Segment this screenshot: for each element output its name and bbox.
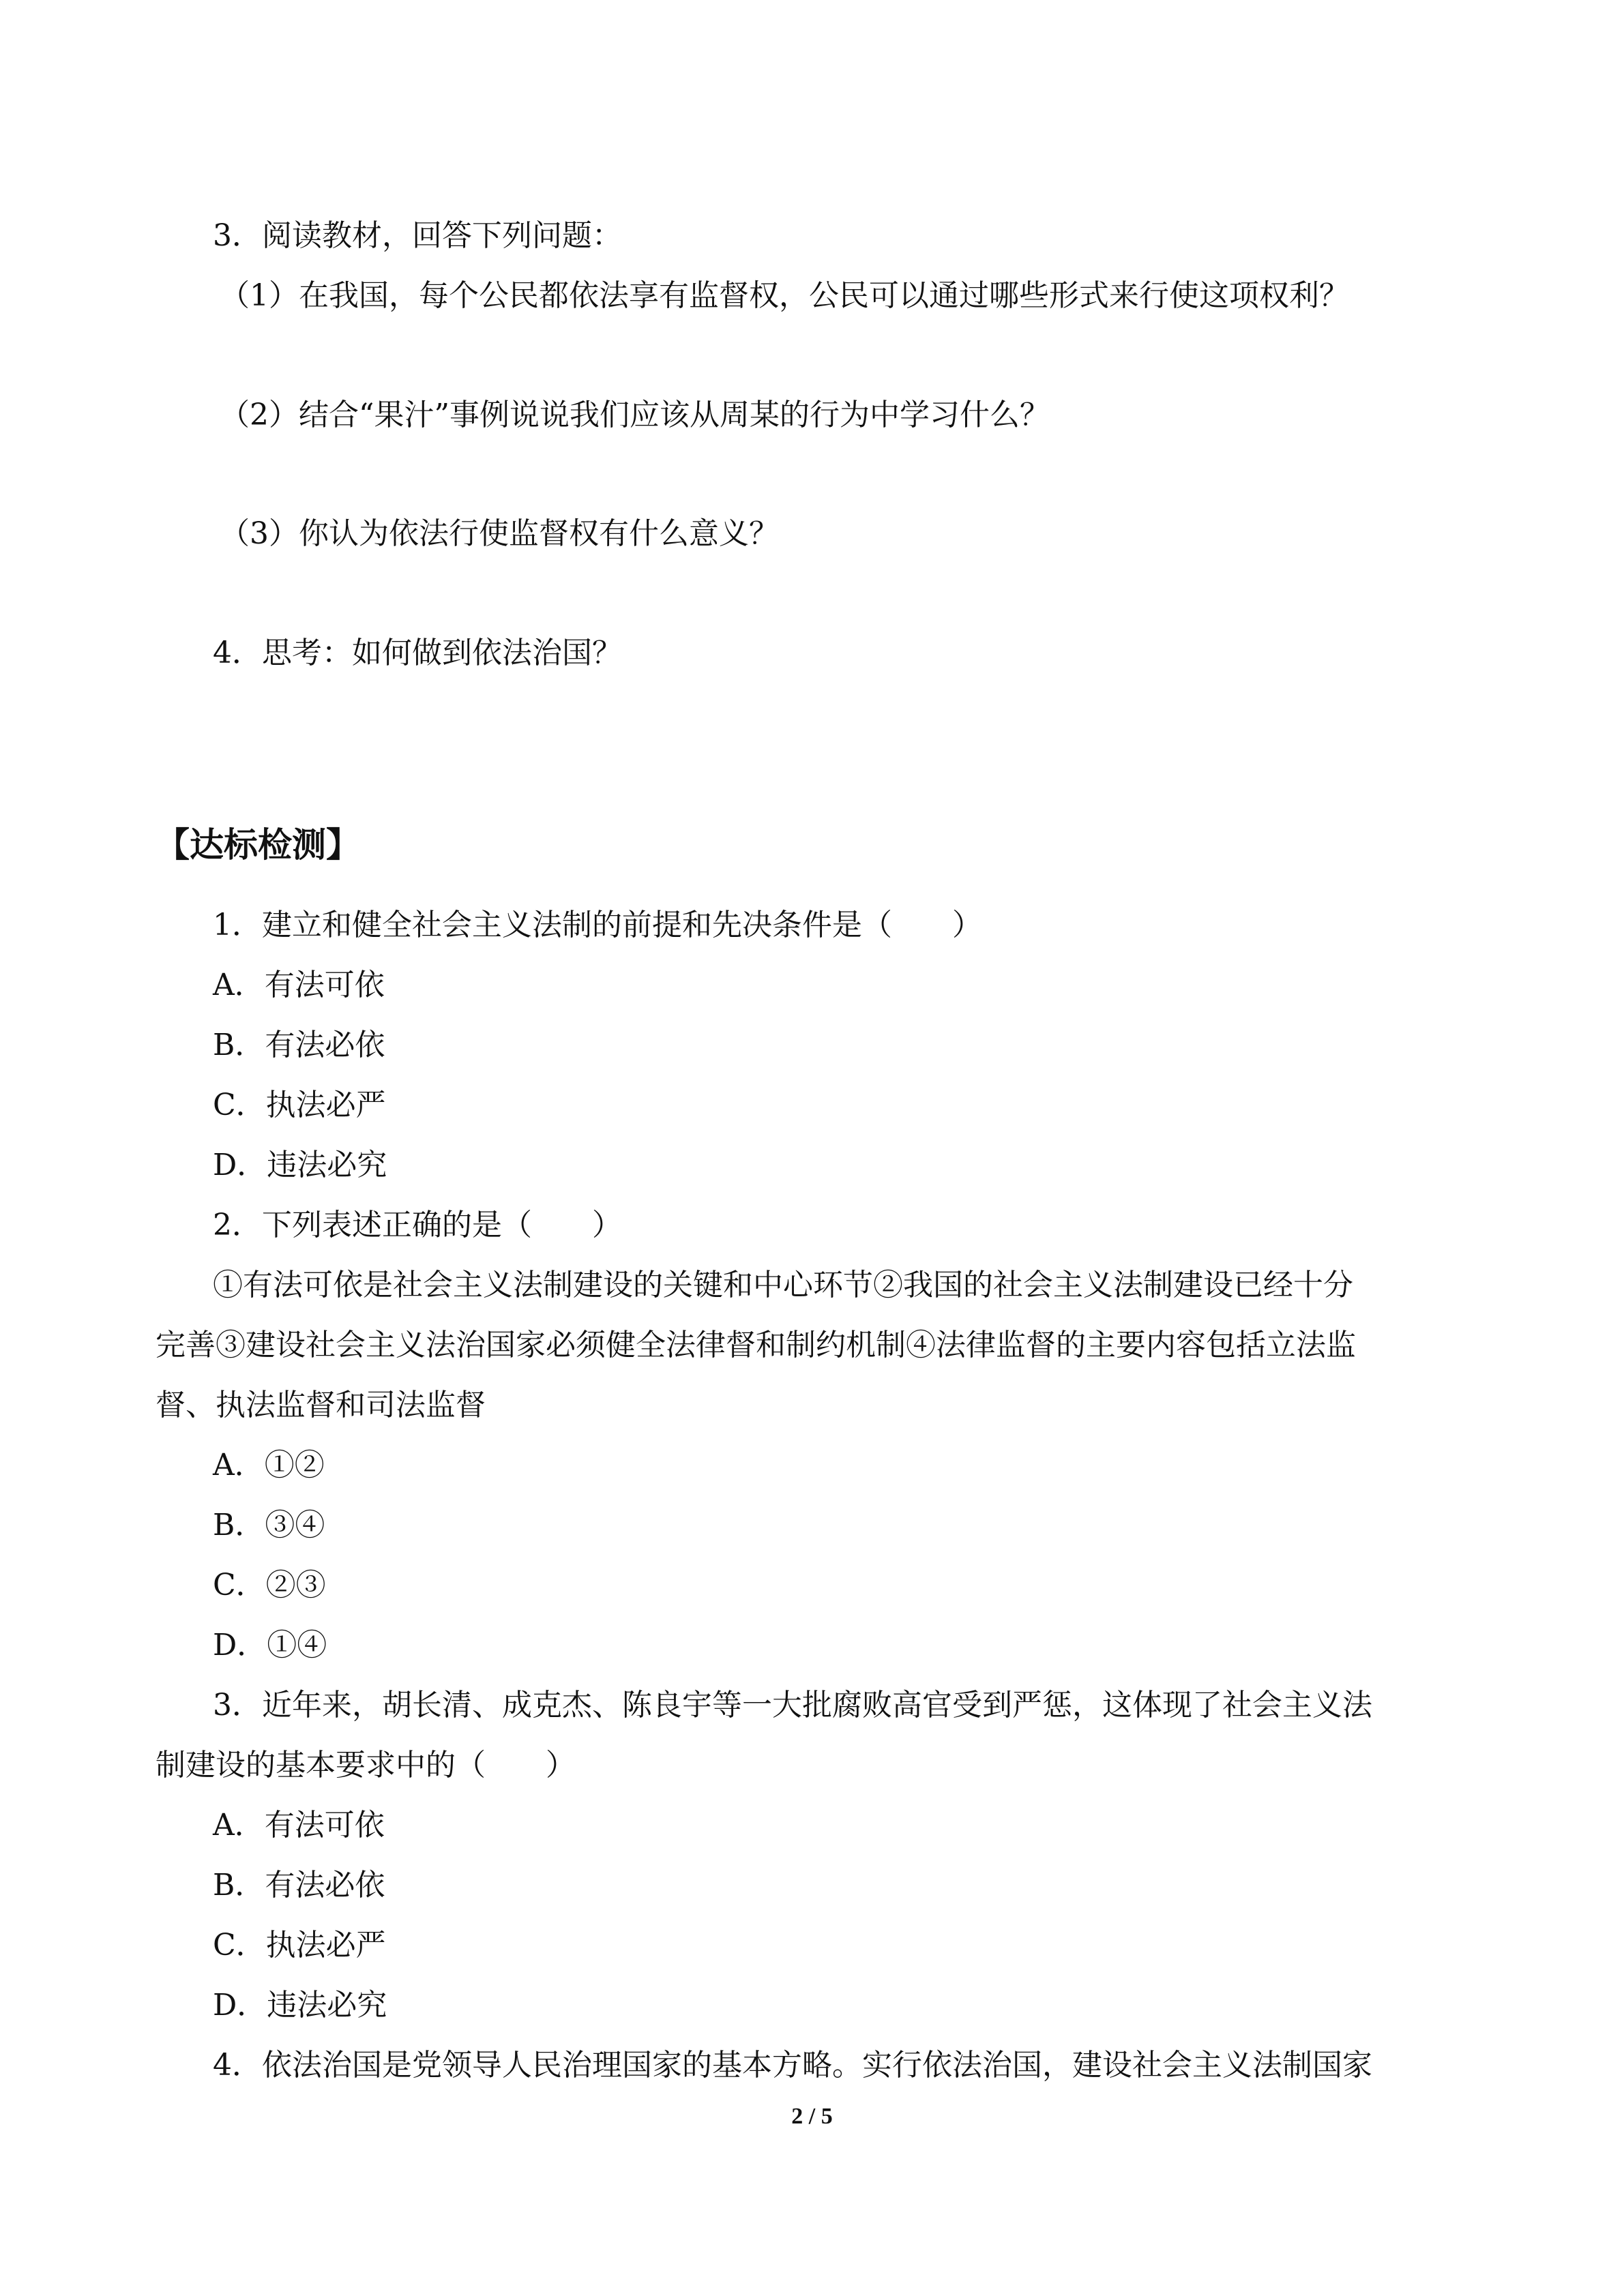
- test-question-2-stem: 2．下列表述正确的是（ ）: [213, 1208, 622, 1242]
- question-3-sub-1: （1）在我国，每个公民都依法享有监督权，公民可以通过哪些形式来行使这项权利？: [220, 278, 1349, 313]
- section-heading: 【达标检测】: [156, 825, 360, 865]
- test-question-2-option-d: D．①④: [213, 1628, 327, 1663]
- test-question-3-option-c: C．执法必严: [213, 1928, 386, 1963]
- test-question-2-statement-line-3: 督、执法监督和司法监督: [156, 1388, 486, 1422]
- test-question-2-option-a: A．①②: [213, 1448, 325, 1482]
- question-3-sub-2: （2）结合“果汁”事例说说我们应该从周某的行为中学习什么？: [220, 398, 1050, 432]
- test-question-1-option-b: B．有法必依: [213, 1028, 385, 1062]
- test-question-3-option-d: D．违法必究: [213, 1988, 387, 2023]
- test-question-2-option-b: B．③④: [213, 1508, 325, 1542]
- question-3-title: 3．阅读教材，回答下列问题：: [213, 218, 622, 253]
- test-question-3-option-a: A．有法可依: [213, 1808, 385, 1843]
- test-question-2-option-c: C．②③: [213, 1568, 326, 1602]
- test-question-2-statement-line-2: 完善③建设社会主义法治国家必须健全法律督和制约机制④法律监督的主要内容包括立法监: [156, 1328, 1356, 1362]
- test-question-2-statement-line-1: ①有法可依是社会主义法制建设的关键和中心环节②我国的社会主义法制建设已经十分: [213, 1268, 1353, 1302]
- test-question-4-stem-line-1: 4．依法治国是党领导人民治理国家的基本方略。实行依法治国，建设社会主义法制国家: [213, 2048, 1372, 2083]
- test-question-3-stem-line-2: 制建设的基本要求中的（ ）: [156, 1748, 576, 1783]
- question-3-sub-3: （3）你认为依法行使监督权有什么意义？: [220, 516, 779, 551]
- test-question-1-option-d: D．违法必究: [213, 1148, 387, 1182]
- test-question-3-option-b: B．有法必依: [213, 1868, 385, 1903]
- test-question-3-stem-line-1: 3．近年来，胡长清、成克杰、陈良宇等一大批腐败高官受到严惩，这体现了社会主义法: [213, 1688, 1372, 1723]
- page-number: 2 / 5: [791, 2104, 833, 2129]
- test-question-1-option-a: A．有法可依: [213, 968, 385, 1002]
- question-4-title: 4．思考：如何做到依法治国？: [213, 636, 622, 670]
- test-question-1-option-c: C．执法必严: [213, 1088, 386, 1122]
- test-question-1-stem: 1．建立和健全社会主义法制的前提和先决条件是（ ）: [213, 908, 982, 942]
